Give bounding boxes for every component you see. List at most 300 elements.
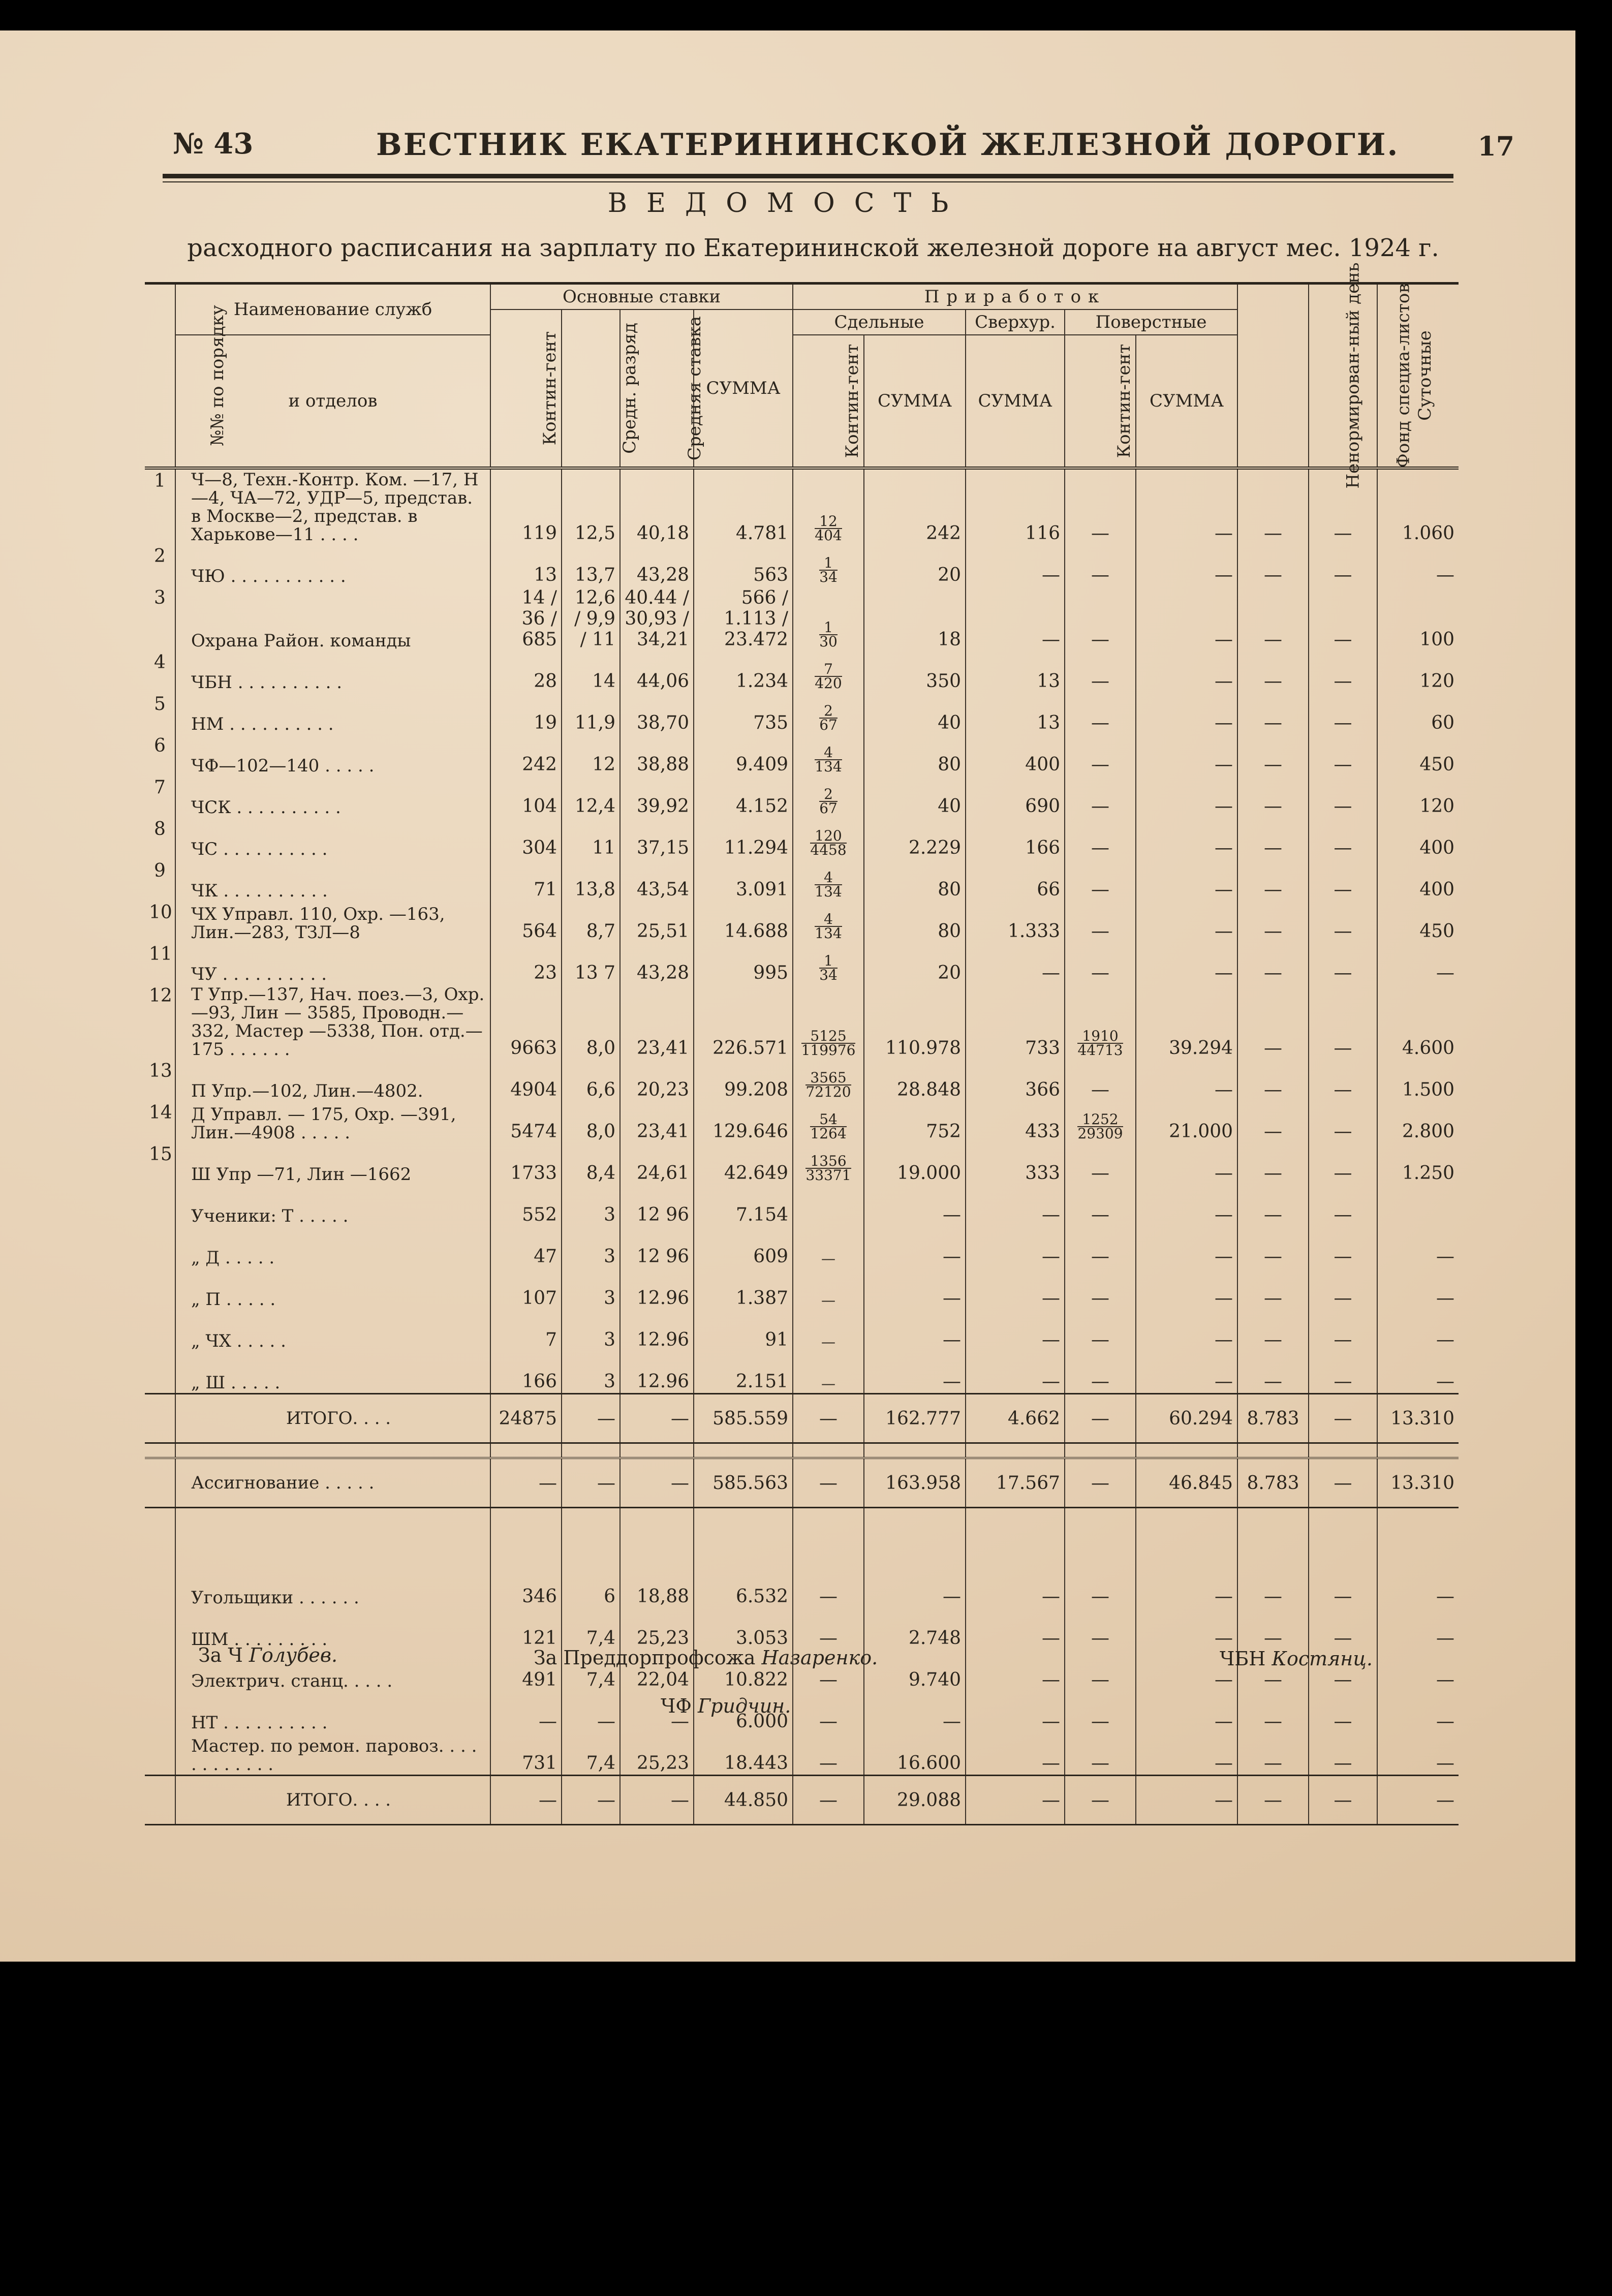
fraction-numerator: 1 xyxy=(819,954,838,969)
cell-sum: 44.850 xyxy=(694,1776,793,1825)
cell-nd: — xyxy=(1237,1101,1309,1143)
cell-post-k: — xyxy=(1065,1608,1136,1650)
fraction-numerator: 4 xyxy=(815,746,842,760)
cell-piece-k xyxy=(793,1268,864,1310)
cell-piece-sum: 80 xyxy=(864,859,966,901)
cell-r: 3 xyxy=(562,1268,620,1310)
cell-r: — xyxy=(562,1458,620,1508)
row-name: Ч—8, Техн.-Контр. Ком. —17, Н—4, ЧА—72, УДР—5, представ. в Москве—2, представ. в Харькове—11 . . . . xyxy=(175,468,490,545)
cell-piece-k: — xyxy=(793,1458,864,1508)
spacer-cell xyxy=(1065,1508,1136,1567)
cell-k: 304 xyxy=(490,818,562,859)
cell-nd: — xyxy=(1237,1733,1309,1776)
cell-r: 8,7 xyxy=(562,901,620,943)
cell-piece-sum: 752 xyxy=(864,1101,966,1143)
cell-k: 23 xyxy=(490,943,562,984)
spacer-cell xyxy=(966,1443,1065,1459)
cell-piece-k xyxy=(793,1101,864,1143)
cell-fs: — xyxy=(1309,1351,1377,1394)
cell-over-sum: 366 xyxy=(966,1060,1065,1101)
cell-sut: 60 xyxy=(1377,693,1459,734)
row-name: ЧК . . . . . . . . . . xyxy=(175,859,490,901)
cell-piece-k: — xyxy=(793,1691,864,1733)
cell-fs: — xyxy=(1309,651,1377,693)
document-heading: ВЕДОМОСТЬ xyxy=(607,188,968,219)
fraction-numerator: 1 xyxy=(819,621,838,635)
fraction-denominator: 33371 xyxy=(805,1167,851,1184)
row-number: 11 xyxy=(149,944,172,965)
cell-nd: — xyxy=(1237,943,1309,984)
cell-sut: 100 xyxy=(1377,586,1459,651)
cell-s: 37,15 xyxy=(620,818,694,859)
table-row xyxy=(145,1351,1459,1394)
row-name: Д Управл. — 175, Охр. —391, Лин.—4908 . . . . . xyxy=(175,1101,490,1143)
table-row xyxy=(145,1608,1459,1650)
table-row xyxy=(145,1185,1459,1226)
col-base-k: Контин-гент xyxy=(490,309,562,468)
col-base: Основные ставки xyxy=(490,284,793,310)
cell-nd: — xyxy=(1237,651,1309,693)
fraction-numerator: 12 xyxy=(815,515,842,529)
fraction-denominator: 134 xyxy=(815,758,842,775)
row-number: 10 xyxy=(149,902,172,923)
cell-over-sum: 13 xyxy=(966,693,1065,734)
cell-nd: — xyxy=(1237,776,1309,818)
row-number: 2 xyxy=(154,546,166,567)
row-name: ЧС . . . . . . . . . . xyxy=(175,818,490,859)
table-row xyxy=(145,859,1459,901)
table-row xyxy=(145,586,1459,651)
col-no: №№ по порядку xyxy=(145,284,175,469)
cell-piece-sum: 16.600 xyxy=(864,1733,966,1776)
cell-piece-k xyxy=(793,818,864,859)
cell-post-k: — xyxy=(1065,901,1136,943)
cell-piece-k xyxy=(793,734,864,776)
cell-piece-k xyxy=(793,1310,864,1351)
spacer-cell xyxy=(864,1508,966,1567)
cell-piece-k xyxy=(793,1351,864,1394)
cell-nd: — xyxy=(1237,1185,1309,1226)
spacer-cell xyxy=(490,1508,562,1567)
cell-over-sum: — xyxy=(966,1566,1065,1608)
col-name-top: Наименование служб xyxy=(175,284,490,335)
fraction-numerator: — xyxy=(821,1292,836,1309)
cell-piece-k xyxy=(793,984,864,1060)
row-number xyxy=(145,1733,175,1776)
cell-post-sum: — xyxy=(1136,734,1237,776)
spacer-cell xyxy=(562,1508,620,1567)
cell-post-sum: — xyxy=(1136,545,1237,586)
cell-piece-sum: — xyxy=(864,1310,966,1351)
cell-piece-k: — xyxy=(793,1733,864,1776)
fraction-denominator: 34 xyxy=(819,967,838,983)
cell-sut: — xyxy=(1377,1608,1459,1650)
row-name: ИТОГО. . . . xyxy=(175,1394,490,1443)
cell-r: 14 xyxy=(562,651,620,693)
cell-fs: — xyxy=(1309,1310,1377,1351)
cell-s: 24,61 xyxy=(620,1143,694,1185)
table-row xyxy=(145,776,1459,818)
row-number xyxy=(145,1776,175,1825)
cell-piece-sum: — xyxy=(864,1566,966,1608)
cell-sut: — xyxy=(1377,1566,1459,1608)
spacer-cell xyxy=(793,1443,864,1459)
col-post-k: Контин-гент xyxy=(1065,335,1136,468)
cell-sut: — xyxy=(1377,1776,1459,1825)
cell-nd: — xyxy=(1237,734,1309,776)
cell-nd: — xyxy=(1237,1226,1309,1268)
table-row xyxy=(145,545,1459,586)
cell-over-sum: 166 xyxy=(966,818,1065,859)
col-base-s: Средняя ставка xyxy=(620,309,694,468)
cell-piece-sum: — xyxy=(864,1351,966,1394)
cell-fs: — xyxy=(1309,1060,1377,1101)
col-post: Поверстные xyxy=(1065,309,1237,335)
cell-r: 7,4 xyxy=(562,1608,620,1650)
cell-over-sum: 4.662 xyxy=(966,1394,1065,1443)
row-name: Электрич. станц. . . . . xyxy=(175,1650,490,1691)
cell-post-sum: 46.845 xyxy=(1136,1458,1237,1508)
cell-fs: — xyxy=(1309,859,1377,901)
row-number xyxy=(145,1691,175,1733)
cell-fs: — xyxy=(1309,1226,1377,1268)
cell-over-sum: — xyxy=(966,545,1065,586)
cell-piece-k xyxy=(793,586,864,651)
row-name: Угольщики . . . . . . xyxy=(175,1566,490,1608)
row-number: 6 xyxy=(154,735,166,756)
row-name: „ Ш . . . . . xyxy=(175,1351,490,1394)
fraction-numerator: 4 xyxy=(815,913,842,927)
cell-piece-sum: 2.748 xyxy=(864,1608,966,1650)
cell-post-k: — xyxy=(1065,1691,1136,1733)
cell-post-sum: — xyxy=(1136,818,1237,859)
spacer-cell xyxy=(145,1508,175,1567)
fraction-denominator: 67 xyxy=(819,717,838,733)
cell-r: 8,0 xyxy=(562,1101,620,1143)
cell-piece-sum: 80 xyxy=(864,901,966,943)
cell-post-k: — xyxy=(1065,693,1136,734)
cell-post-k: — xyxy=(1065,651,1136,693)
spacer-cell xyxy=(1309,1508,1377,1567)
row-name: „ П . . . . . xyxy=(175,1268,490,1310)
spacer-cell xyxy=(1309,1443,1377,1459)
cell-sum: 91 xyxy=(694,1310,793,1351)
cell-k: 731 xyxy=(490,1733,562,1776)
cell-s: 43,54 xyxy=(620,859,694,901)
cell-k: 47 xyxy=(490,1226,562,1268)
cell-over-sum: — xyxy=(966,586,1065,651)
cell-piece-k xyxy=(793,1060,864,1101)
cell-post-sum: — xyxy=(1136,776,1237,818)
fraction-denominator: 1264 xyxy=(810,1125,847,1142)
cell-k: 119 xyxy=(490,468,562,545)
row-name: НТ . . . . . . . . . . xyxy=(175,1691,490,1733)
row-name: НМ . . . . . . . . . . xyxy=(175,693,490,734)
cell-r: 12,4 xyxy=(562,776,620,818)
fraction-numerator: 1252 xyxy=(1077,1113,1123,1127)
cell-post-k: — xyxy=(1065,734,1136,776)
cell-r: — xyxy=(562,1776,620,1825)
cell-post-sum: — xyxy=(1136,901,1237,943)
fraction-denominator: 44713 xyxy=(1077,1042,1123,1059)
spacer-cell xyxy=(145,1443,175,1459)
cell-k: 71 xyxy=(490,859,562,901)
cell-piece-k: — xyxy=(793,1608,864,1650)
fraction-denominator: 67 xyxy=(819,800,838,817)
row-number: 5 xyxy=(154,694,166,715)
cell-piece-sum: 18 xyxy=(864,586,966,651)
cell-piece-sum: — xyxy=(864,1226,966,1268)
cell-over-sum: 433 xyxy=(966,1101,1065,1143)
cell-fs: — xyxy=(1309,901,1377,943)
cell-nd: — xyxy=(1237,818,1309,859)
fraction-numerator: 1356 xyxy=(805,1155,851,1169)
cell-post-sum: — xyxy=(1136,1268,1237,1310)
cell-post-sum: — xyxy=(1136,1185,1237,1226)
cell-nd: — xyxy=(1237,859,1309,901)
fraction-denominator: 119976 xyxy=(801,1042,856,1059)
cell-post-sum: — xyxy=(1136,1650,1237,1691)
cell-sum: 226.571 xyxy=(694,984,793,1060)
cell-over-sum: — xyxy=(966,1776,1065,1825)
cell-k: 28 xyxy=(490,651,562,693)
signature-bottom: ЧФ Гридчин. xyxy=(661,1695,791,1717)
cell-post-k: — xyxy=(1065,1226,1136,1268)
cell-sum: 4.781 xyxy=(694,468,793,545)
document-subtitle: расходного расписания на зарплату по Екатерининской железной дороге на август мес. 1924 г. xyxy=(187,234,1439,262)
cell-over-sum: 733 xyxy=(966,984,1065,1060)
fraction-denominator: 404 xyxy=(815,527,842,544)
col-extra: Приработок xyxy=(793,284,1237,310)
cell-sum: 129.646 xyxy=(694,1101,793,1143)
cell-piece-sum: 110.978 xyxy=(864,984,966,1060)
cell-s: 12.96 xyxy=(620,1268,694,1310)
row-name: „ Д . . . . . xyxy=(175,1226,490,1268)
cell-sum: 585.563 xyxy=(694,1458,793,1508)
cell-sum: 3.091 xyxy=(694,859,793,901)
cell-s: 23,41 xyxy=(620,984,694,1060)
table-header xyxy=(145,262,1459,489)
newspaper-page xyxy=(0,30,1575,1962)
cell-r: 7,4 xyxy=(562,1733,620,1776)
cell-fs: — xyxy=(1309,545,1377,586)
cell-r: 3 xyxy=(562,1351,620,1394)
cell-s: — xyxy=(620,1394,694,1443)
cell-fs: — xyxy=(1309,1608,1377,1650)
cell-piece-sum: 28.848 xyxy=(864,1060,966,1101)
cell-sum: 2.151 xyxy=(694,1351,793,1394)
cell-fs: — xyxy=(1309,1101,1377,1143)
cell-piece-sum: 29.088 xyxy=(864,1776,966,1825)
cell-over-sum: — xyxy=(966,1608,1065,1650)
cell-post-sum: 39.294 xyxy=(1136,984,1237,1060)
cell-over-sum: — xyxy=(966,1351,1065,1394)
cell-s: 40,18 xyxy=(620,468,694,545)
signature-right: ЧБН Костянц. xyxy=(1220,1648,1373,1670)
fraction-numerator: 3565 xyxy=(805,1071,851,1085)
cell-r: 7,4 xyxy=(562,1650,620,1691)
cell-sut: 1.500 xyxy=(1377,1060,1459,1101)
cell-sut: — xyxy=(1377,943,1459,984)
cell-fs: — xyxy=(1309,468,1377,545)
cell-sum: 563 xyxy=(694,545,793,586)
cell-sum: 6.000 xyxy=(694,1691,793,1733)
row-name: ЧХ Управл. 110, Охр. —163, Лин.—283, ТЗЛ—8 xyxy=(175,901,490,943)
cell-over-sum: 13 xyxy=(966,651,1065,693)
cell-piece-k xyxy=(793,545,864,586)
cell-nd: — xyxy=(1237,984,1309,1060)
table-row xyxy=(145,1101,1459,1143)
cell-k: 24875 xyxy=(490,1394,562,1443)
spacer-cell xyxy=(1377,1508,1459,1567)
spacer-cell xyxy=(620,1508,694,1567)
cell-fs: — xyxy=(1309,984,1377,1060)
cell-piece-k: — xyxy=(793,1566,864,1608)
cell-post-k: — xyxy=(1065,1185,1136,1226)
cell-r: 11 xyxy=(562,818,620,859)
cell-piece-sum: 9.740 xyxy=(864,1650,966,1691)
cell-piece-k xyxy=(793,693,864,734)
cell-post-k: — xyxy=(1065,943,1136,984)
cell-post-sum: — xyxy=(1136,693,1237,734)
cell-sum: 14.688 xyxy=(694,901,793,943)
spacer-cell xyxy=(1065,1443,1136,1459)
cell-piece-sum: 20 xyxy=(864,943,966,984)
cell-piece-sum: 2.229 xyxy=(864,818,966,859)
cell-s: 40.44 / 30,93 / 34,21 xyxy=(620,586,694,651)
cell-fs: — xyxy=(1309,1650,1377,1691)
row-name: Ассигнование . . . . . xyxy=(175,1458,490,1508)
cell-piece-sum: 19.000 xyxy=(864,1143,966,1185)
cell-nd: — xyxy=(1237,1650,1309,1691)
row-name: Ученики: Т . . . . . xyxy=(175,1185,490,1226)
cell-nd: — xyxy=(1237,1351,1309,1394)
cell-fs: — xyxy=(1309,693,1377,734)
cell-r: 6,6 xyxy=(562,1060,620,1101)
cell-sut: 450 xyxy=(1377,734,1459,776)
cell-sut: 2.800 xyxy=(1377,1101,1459,1143)
cell-over-sum: 66 xyxy=(966,859,1065,901)
row-number xyxy=(145,1566,175,1608)
cell-k: 14 / 36 / 685 xyxy=(490,586,562,651)
cell-sum: 3.053 xyxy=(694,1608,793,1650)
cell-post-k: — xyxy=(1065,1776,1136,1825)
cell-piece-k: — xyxy=(793,1394,864,1443)
cell-sum: 566 / 1.113 / 23.472 xyxy=(694,586,793,651)
cell-post-sum: — xyxy=(1136,651,1237,693)
row-name: „ ЧХ . . . . . xyxy=(175,1310,490,1351)
cell-fs: — xyxy=(1309,734,1377,776)
page-header xyxy=(173,127,1514,173)
cell-k: — xyxy=(490,1776,562,1825)
cell-post-sum: — xyxy=(1136,468,1237,545)
spacer-cell xyxy=(490,1443,562,1459)
cell-over-sum: — xyxy=(966,1733,1065,1776)
cell-piece-k xyxy=(793,1143,864,1185)
spacer-cell xyxy=(562,1443,620,1459)
table-row xyxy=(145,1268,1459,1310)
cell-r: — xyxy=(562,1691,620,1733)
col-name-bottom: и отделов xyxy=(175,335,490,468)
table-row xyxy=(145,651,1459,693)
cell-r: 13,8 xyxy=(562,859,620,901)
cell-sum: 609 xyxy=(694,1226,793,1268)
cell-fs: — xyxy=(1309,943,1377,984)
cell-post-sum: — xyxy=(1136,1776,1237,1825)
cell-post-sum: 21.000 xyxy=(1136,1101,1237,1143)
cell-sut: 1.250 xyxy=(1377,1143,1459,1185)
cell-piece-k xyxy=(793,859,864,901)
row-number xyxy=(145,1185,175,1226)
cell-fs: — xyxy=(1309,1143,1377,1185)
table-row xyxy=(145,734,1459,776)
cell-nd: — xyxy=(1237,468,1309,545)
cell-fs: — xyxy=(1309,1394,1377,1443)
cell-r: 3 xyxy=(562,1185,620,1226)
cell-piece-sum: 20 xyxy=(864,545,966,586)
cell-piece-k xyxy=(793,1185,864,1226)
row-number xyxy=(145,1458,175,1508)
row-number: 4 xyxy=(154,652,166,673)
cell-over-sum: — xyxy=(966,1650,1065,1691)
cell-r: 6 xyxy=(562,1566,620,1608)
blank-row xyxy=(145,1508,1459,1567)
fraction-denominator: 34 xyxy=(819,569,838,585)
cell-nd: — xyxy=(1237,1143,1309,1185)
cell-nd: — xyxy=(1237,1691,1309,1733)
cell-k: 564 xyxy=(490,901,562,943)
row-name: Охрана Район. команды xyxy=(175,586,490,651)
cell-fs: — xyxy=(1309,1733,1377,1776)
cell-nd: — xyxy=(1237,586,1309,651)
cell-nd: — xyxy=(1237,1268,1309,1310)
cell-post-k: — xyxy=(1065,1650,1136,1691)
fraction-numerator: 2 xyxy=(819,704,838,719)
fraction-numerator: 54 xyxy=(810,1113,846,1127)
cell-post-sum: — xyxy=(1136,1733,1237,1776)
row-number xyxy=(145,1268,175,1310)
cell-r: — xyxy=(562,1394,620,1443)
cell-sum: 995 xyxy=(694,943,793,984)
table-row xyxy=(145,943,1459,984)
newspaper-title: ВЕСТНИК ЕКАТЕРИНИНСКОЙ ЖЕЛЕЗНОЙ ДОРОГИ. xyxy=(376,127,1400,163)
cell-r: 12,5 xyxy=(562,468,620,545)
fraction-numerator: 7 xyxy=(815,663,842,677)
cell-piece-k xyxy=(793,901,864,943)
cell-sut: — xyxy=(1377,1733,1459,1776)
fraction-denominator: 29309 xyxy=(1077,1125,1123,1142)
cell-piece-k xyxy=(793,943,864,984)
table-row xyxy=(145,901,1459,943)
table-row xyxy=(145,468,1459,545)
cell-r: 8,0 xyxy=(562,984,620,1060)
cell-s: — xyxy=(620,1458,694,1508)
cell-piece-k: — xyxy=(793,1776,864,1825)
fraction-numerator: — xyxy=(821,1333,836,1350)
table-row xyxy=(145,1060,1459,1101)
spacer-cell xyxy=(1377,1443,1459,1459)
col-sut: Суточные xyxy=(1377,284,1459,469)
fraction-denominator: 4458 xyxy=(810,842,847,858)
cell-post-k: — xyxy=(1065,859,1136,901)
cell-sut: 4.600 xyxy=(1377,984,1459,1060)
cell-over-sum: — xyxy=(966,1268,1065,1310)
cell-k: 166 xyxy=(490,1351,562,1394)
cell-r: 13,7 xyxy=(562,545,620,586)
fraction-numerator: 4 xyxy=(815,871,842,885)
table-row xyxy=(145,818,1459,859)
row-name: ИТОГО. . . . xyxy=(175,1776,490,1825)
